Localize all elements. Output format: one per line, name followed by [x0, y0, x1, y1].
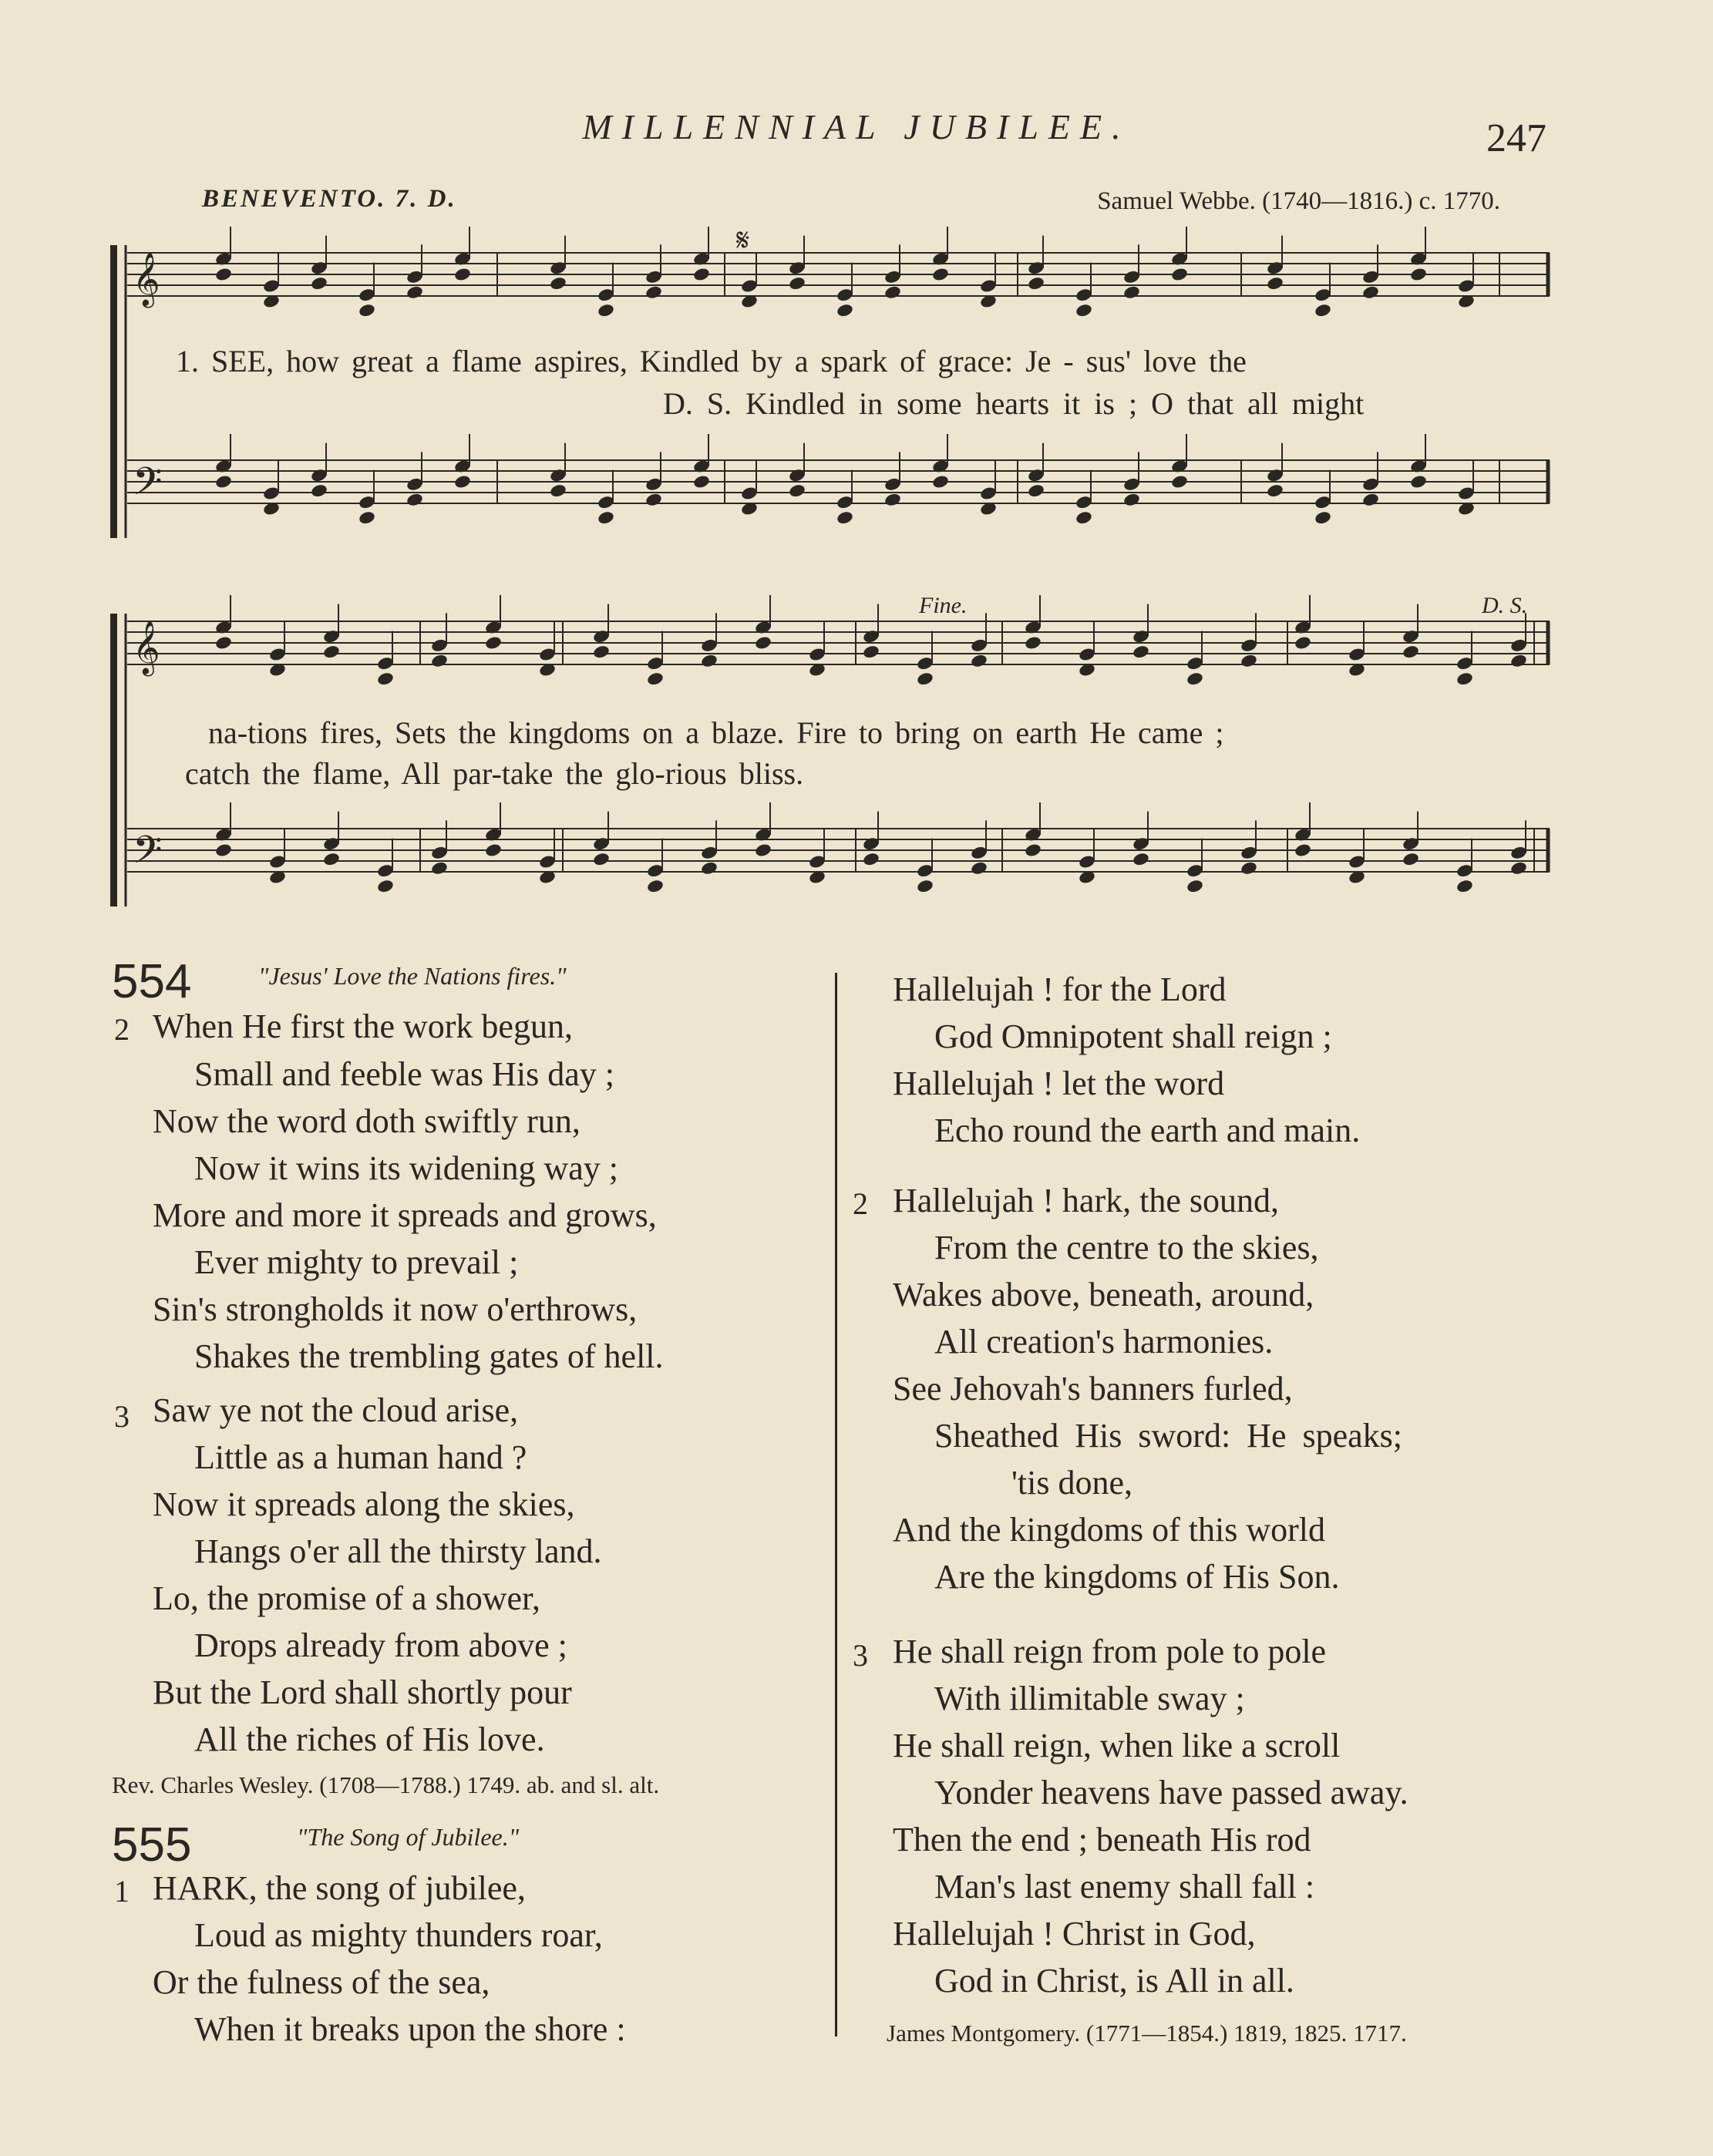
svg-text:𝄞: 𝄞: [133, 621, 160, 674]
verse-line: Then the end ; beneath His rod: [893, 1821, 1311, 1858]
tune-composer: Samuel Webbe. (1740—1816.) c. 1770.: [1097, 187, 1500, 215]
svg-text:𝄞: 𝄞: [133, 252, 160, 306]
hymn-554-verse-2-number: 2: [114, 1012, 130, 1047]
verse-line: Hallelujah ! for the Lord: [893, 970, 1227, 1008]
lyrics-row1-line1: 1. SEE, how great a flame aspires, Kindled by a spark of grace: Je - sus' love the: [176, 344, 1247, 378]
verse-line: From the centre to the skies,: [934, 1229, 1319, 1266]
verse-line: God in Christ, is All in all.: [934, 1962, 1294, 2000]
ds-mark: D. S.: [1482, 593, 1528, 618]
verse-line: Shakes the trembling gates of hell.: [194, 1337, 664, 1375]
verse-line: Sin's strongholds it now o'erthrows,: [153, 1290, 638, 1328]
verse-line: Man's last enemy shall fall :: [934, 1868, 1315, 1905]
svg-text:𝄢: 𝄢: [133, 459, 163, 513]
lyrics-row1-line2: D. S. Kindled in some hearts it is ; O that all might: [663, 386, 1365, 421]
column-divider: [835, 973, 837, 2037]
page-number: 247: [1486, 116, 1546, 160]
verse-line: Hallelujah ! Christ in God,: [893, 1915, 1256, 1953]
verse-line: Now the word doth swiftly run,: [153, 1102, 581, 1140]
verse-line: When it breaks upon the shore :: [194, 2010, 626, 2048]
hymn-555-subtitle: "The Song of Jubilee.": [297, 1823, 520, 1851]
running-title: MILLENNIAL JUBILEE.: [582, 107, 1131, 146]
hymn-554-verse-3-number: 3: [114, 1399, 130, 1434]
verse-line: Yonder heavens have passed away.: [934, 1774, 1408, 1811]
verse-line: But the Lord shall shortly pour: [153, 1673, 572, 1711]
verse-line: HARK, the song of jubilee,: [153, 1869, 526, 1907]
verse-line: Or the fulness of the sea,: [153, 1963, 490, 2001]
lyrics-row2-line2: catch the flame, All par-take the glo-rious bliss.: [185, 756, 804, 791]
verse-line: All creation's harmonies.: [934, 1323, 1274, 1361]
tune-name: BENEVENTO. 7. D.: [202, 185, 457, 213]
verse-line: Small and feeble was His day ;: [194, 1055, 614, 1093]
verse-line: Drops already from above ;: [194, 1626, 567, 1664]
verse-line: With illimitable sway ;: [934, 1680, 1245, 1717]
lyrics-row2-line1: na-tions fires, Sets the kingdoms on a blaze. Fire to bring on earth He came ;: [208, 715, 1224, 750]
hymn-554-subtitle: "Jesus' Love the Nations fires.": [258, 962, 567, 990]
hymn-554-credit: Rev. Charles Wesley. (1708—1788.) 1749. ab. and sl. alt.: [112, 1771, 660, 1798]
verse-line: Are the kingdoms of His Son.: [934, 1558, 1340, 1596]
hymn-555-verse-1-number: 1: [114, 1874, 130, 1909]
verse-line: God Omnipotent shall reign ;: [934, 1017, 1332, 1055]
svg-text:𝄢: 𝄢: [133, 828, 163, 882]
verse-line: See Jehovah's banners furled,: [893, 1370, 1293, 1408]
verse-line: All the riches of His love.: [194, 1720, 545, 1758]
verse-line: Lo, the promise of a shower,: [153, 1579, 540, 1617]
verse-line: Sheathed His sword: He speaks;: [934, 1417, 1403, 1455]
verse-line: Loud as mighty thunders roar,: [194, 1916, 603, 1954]
verse-line: Now it spreads along the skies,: [153, 1485, 575, 1523]
verse-line: Now it wins its widening way ;: [194, 1149, 618, 1187]
verse-line: Hallelujah ! hark, the sound,: [893, 1182, 1279, 1219]
verse-line: Little as a human hand ?: [194, 1438, 527, 1476]
fine-mark: Fine.: [919, 593, 968, 618]
verse-line: Saw ye not the cloud arise,: [153, 1391, 519, 1429]
segno-mark: 𝄋: [736, 223, 750, 258]
verse-line: He shall reign, when like a scroll: [893, 1727, 1341, 1764]
verse-line: Hangs o'er all the thirsty land.: [194, 1532, 602, 1570]
verse-line: Hallelujah ! let the word: [893, 1065, 1225, 1102]
verse-line: 'tis done,: [1011, 1464, 1133, 1502]
hymn-554-number: 554: [112, 955, 192, 1008]
hymn-555-credit: James Montgomery. (1771—1854.) 1819, 1825. 1717.: [887, 2020, 1407, 2047]
verse-line: He shall reign from pole to pole: [893, 1633, 1327, 1670]
verse-line: When He first the work begun,: [153, 1007, 573, 1045]
hymn-555-number: 555: [112, 1818, 192, 1872]
verse-line: More and more it spreads and grows,: [153, 1196, 657, 1234]
verse-line: And the kingdoms of this world: [893, 1511, 1325, 1549]
verse-line: Ever mighty to prevail ;: [194, 1243, 519, 1281]
verse-line: Echo round the earth and main.: [934, 1112, 1361, 1149]
hymn-555-verse-2-number: 2: [853, 1186, 868, 1221]
verse-line: Wakes above, beneath, around,: [893, 1276, 1314, 1313]
hymn-555-verse-3-number: 3: [853, 1638, 868, 1673]
